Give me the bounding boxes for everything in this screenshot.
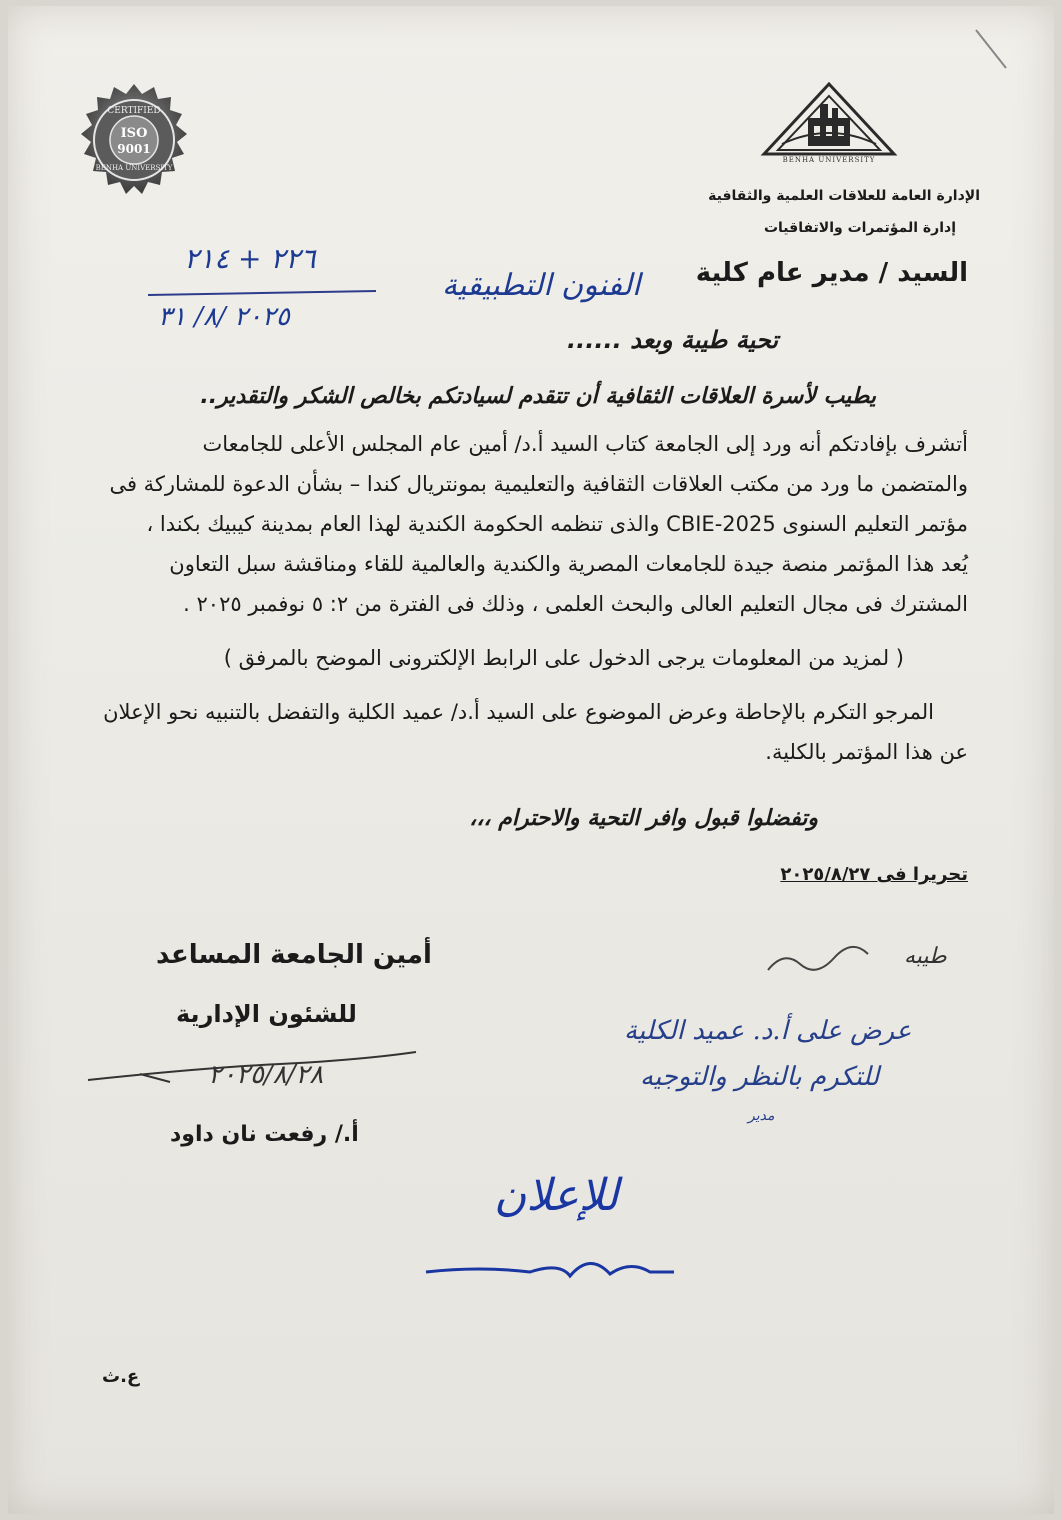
footer-initials: ع.ث (102, 1366, 140, 1387)
signatory-name: أ./ رفعت نان داود (170, 1122, 359, 1147)
recipient-line: السيد / مدير عام كلية (695, 258, 968, 288)
handwritten-recipient-fill: الفنون التطبيقية (442, 268, 641, 303)
seal-text-bottom: BENHA UNIVERSITY (95, 164, 173, 172)
handwritten-note-line-1: عرض على أ.د. عميد الكلية (624, 1016, 912, 1046)
signatory-title-2: للشئون الإدارية (176, 1000, 357, 1028)
signatory-title-1: أمين الجامعة المساعد (156, 940, 432, 970)
header-subdepartment: إدارة المؤتمرات والاتفاقيات (763, 220, 956, 236)
handwritten-scribble-top (764, 944, 874, 980)
greeting: تحية طيبة وبعد ...... (567, 326, 778, 354)
handwritten-note-small: مدير (748, 1108, 775, 1124)
letter-page (8, 6, 1054, 1514)
iso-seal (72, 82, 196, 206)
signature-scribble-line (80, 1046, 420, 1086)
paragraph-1-line-2: والمتضمن ما ورد من مكتب العلاقات الثقافية والتعليمية بمونتريال كندا – بشأن الدعوة للمشاركة فى (109, 472, 968, 496)
handwritten-ref-date: ٢٠٢٥ /٨/ ٣١ (158, 302, 290, 332)
handwritten-note-line-2: للتكرم بالنظر والتوجيه (640, 1062, 880, 1092)
letter-date: تحريرا فى ٢٠٢٥/٨/٢٧ (780, 864, 968, 885)
handwritten-blue-note: للإعلان (494, 1170, 619, 1221)
university-logo (760, 82, 898, 172)
handwritten-sign-date: ٢٠٢٥/٨/٢٨ (208, 1060, 324, 1090)
blue-signature-scribble (420, 1242, 680, 1302)
paragraph-1-line-4: يُعد هذا المؤتمر منصة جيدة للجامعات المصرية والكندية والعالمية للقاء ومناقشة سبل التعاون (169, 552, 968, 576)
paragraph-3-line-2: عن هذا المؤتمر بالكلية. (765, 740, 968, 764)
closing-line: وتفضلوا قبول وافر التحية والاحترام ،،، (469, 806, 818, 831)
staple-mark (972, 24, 1012, 74)
paragraph-1-line-1: أتشرف بإفادتكم أنه ورد إلى الجامعة كتاب السيد أ.د/ أمين عام المجلس الأعلى للجامعات (202, 432, 968, 456)
thanks-line: يطيب لأسرة العلاقات الثقافية أن تتقدم لسيادتكم بخالص الشكر والتقدير.. (200, 384, 876, 409)
handwritten-signoff-top: طيبه (904, 944, 947, 969)
header-department: الإدارة العامة للعلاقات العلمية والثقافية (708, 188, 980, 204)
handwritten-ref-number: ٢٢٦ + ٢١٤ (184, 242, 316, 275)
seal-text-iso: ISO (120, 126, 148, 141)
university-logo-icon (760, 82, 898, 160)
logo-caption: BENHA UNIVERSITY (782, 156, 876, 164)
paragraph-2: ( لمزيد من المعلومات يرجى الدخول على الرابط الإلكترونى الموضح بالمرفق ) (223, 646, 904, 670)
paragraph-1-line-5: المشترك فى مجال التعليم العالى والبحث العلمى ، وذلك فى الفترة من ٢: ٥ نوفمبر ٢٠٢٥ . (183, 592, 968, 616)
seal-text-top: CERTIFIED (107, 106, 161, 116)
seal-text-9001: 9001 (117, 142, 151, 156)
paragraph-3-line-1: المرجو التكرم بالإحاطة وعرض الموضوع على السيد أ.د/ عميد الكلية والتفضل بالتنبيه نحو الإعلان (103, 700, 934, 724)
ref-divider-line (148, 290, 376, 296)
paragraph-1-line-3: مؤتمر التعليم السنوى CBIE-2025 والذى تنظمه الحكومة الكندية لهذا العام بمدينة كيبيك بكندا ، (146, 512, 968, 536)
